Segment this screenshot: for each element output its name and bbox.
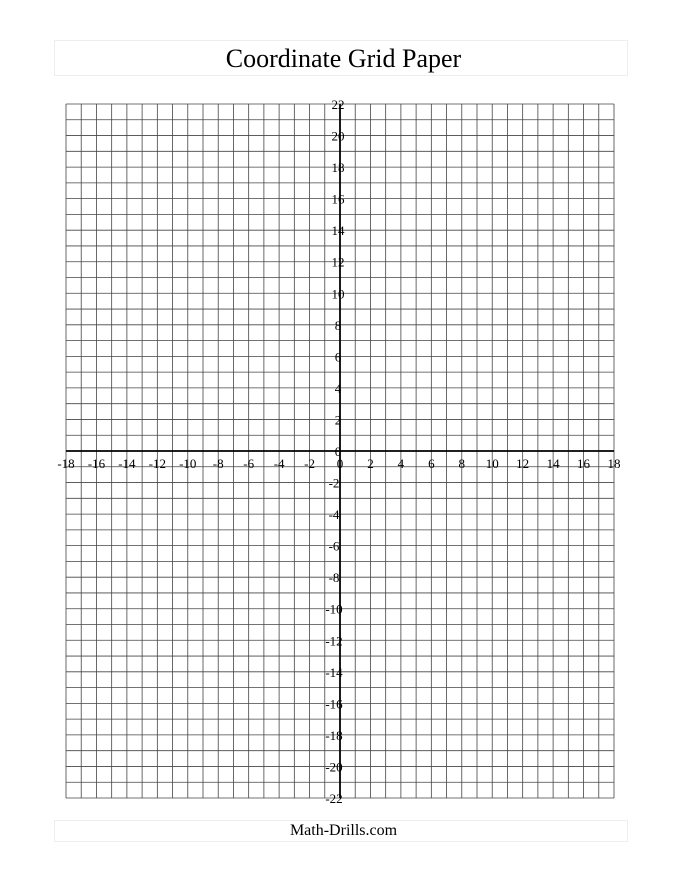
y-tick-label: 2 <box>334 412 342 428</box>
x-tick-label: 8 <box>458 456 466 471</box>
y-tick-label: -12 <box>325 633 343 649</box>
y-tick-label: -4 <box>328 507 340 523</box>
y-tick-label: -18 <box>325 727 343 743</box>
x-tick-label: -8 <box>212 456 224 471</box>
x-tick-label: 16 <box>577 456 591 471</box>
y-tick-label: 18 <box>331 160 345 176</box>
y-tick-label: 8 <box>334 317 342 333</box>
y-tick-label: -6 <box>328 538 340 554</box>
y-tick-label: 10 <box>331 286 345 302</box>
y-tick-label: -20 <box>325 759 343 775</box>
footer-credit: Math-Drills.com <box>289 822 398 839</box>
x-tick-label: -2 <box>304 456 315 471</box>
y-tick-label: 14 <box>331 223 345 239</box>
x-tick-label: 0 <box>336 456 344 471</box>
x-tick-label: 10 <box>485 456 499 471</box>
y-tick-label: 4 <box>334 380 342 396</box>
y-tick-label: 6 <box>334 349 342 365</box>
x-tick-label: -6 <box>243 456 255 471</box>
x-tick-label: -10 <box>179 456 197 471</box>
x-tick-label: -12 <box>148 456 167 471</box>
y-tick-label: 0 <box>334 444 342 459</box>
x-tick-label: -4 <box>273 456 285 471</box>
x-tick-label: 4 <box>397 456 405 471</box>
y-tick-label: 20 <box>331 128 345 144</box>
x-tick-label: -18 <box>57 456 75 471</box>
x-tick-label: -14 <box>118 456 136 471</box>
x-tick-label: -16 <box>87 456 106 471</box>
y-tick-label: -14 <box>325 664 343 680</box>
y-tick-label: -22 <box>325 791 343 806</box>
x-tick-label: 6 <box>428 456 435 471</box>
y-tick-label: -2 <box>328 475 340 491</box>
y-tick-label: -8 <box>328 570 340 586</box>
y-tick-label: 22 <box>331 97 345 112</box>
y-tick-label: -16 <box>325 696 343 712</box>
x-tick-label: 2 <box>367 456 374 471</box>
y-tick-label: -10 <box>325 601 343 617</box>
x-tick-label: 18 <box>607 456 621 471</box>
y-tick-label: 12 <box>331 254 345 270</box>
y-tick-label: 16 <box>331 191 345 207</box>
x-tick-label: 12 <box>516 456 530 471</box>
page-title: Coordinate Grid Paper <box>225 44 462 73</box>
x-tick-label: 14 <box>546 456 560 471</box>
